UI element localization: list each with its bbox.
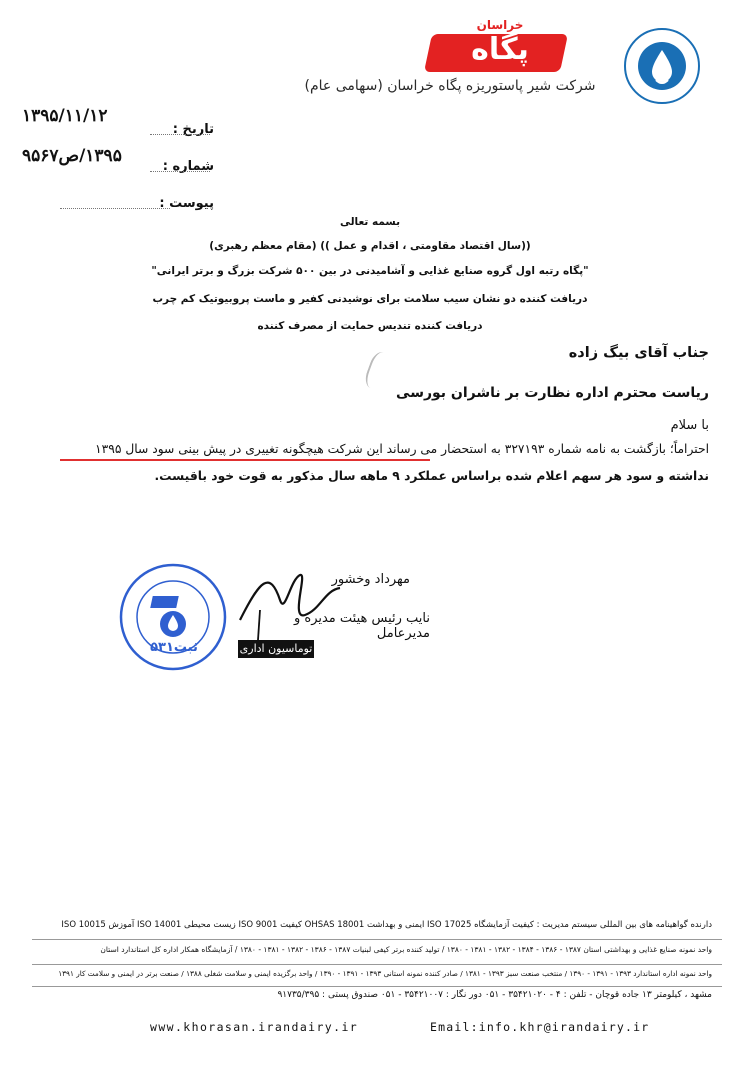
ranking-line: "پگاه رتبه اول گروه صنایع غذایی و آشامیدنی در بین ۵۰۰ شرکت بزرگ و برتر ایرانی" (151, 265, 589, 277)
emblem-icon (622, 26, 702, 106)
body-line-2: نداشته و سود هر سهم اعلام شده براساس عملکرد ۹ ماهه سال مذکور به قوت خود باقیست. (154, 469, 709, 483)
footer-rule (32, 964, 722, 965)
number-label: شماره : (162, 159, 214, 174)
stamp-number: ثبت۵۳۱ (150, 640, 198, 655)
number-value: ۱۳۹۵/ص۹۵۶۷ (22, 146, 122, 166)
footer-certifications: دارنده گواهینامه های بین المللی سیستم مدیریت : کیفیت آزمایشگاه ISO 17025 ایمنی و بهداشت OHSAS 18001 کیفیت ISO 9001 زیست محیطی ISO 14001 آموزش ISO 10015 (61, 920, 712, 930)
footer-rule (32, 986, 722, 987)
number-dotline (150, 171, 210, 172)
iran-dairy-emblem (622, 26, 702, 106)
attachment-label: پیوست : (159, 196, 214, 211)
slogan: ((سال اقتصاد مقاومتی ، اقدام و عمل )) (مقام معظم رهبری) (209, 240, 531, 252)
footer-rule (32, 939, 722, 940)
company-stamp (118, 562, 228, 672)
signer-title: نایب رئیس هیئت مدیره و مدیرعامل (293, 611, 430, 641)
stamp-icon (118, 562, 228, 672)
recipient-title: ریاست محترم اداره نظارت بر ناشران بورسی (396, 385, 709, 401)
basmala: بسمه تعالی (339, 216, 401, 228)
logo-subtitle: خراسان (476, 18, 524, 32)
date-dotline (150, 134, 210, 135)
footer-awards-1: واحد نمونه صنایع غذایی و بهداشتی استان ۱۳۸۷ - ۱۳۸۶ - ۱۳۸۴ - ۱۳۸۲ - ۱۳۸۱ - ۱۳۸۰ / تولید کننده برتر کیفی لبنیات ۱۳۸۷ - ۱۳۸۶ - ۱۳۸۲ - ۱۳۸۱ - ۱۳۸۰ / آزمایشگاه همکار اداره کل استاندارد استان (100, 945, 712, 954)
health-award-line: دریافت کننده دو نشان سیب سلامت برای نوشیدنی کفیر و ماست پروبیوتیک کم چرب (152, 293, 588, 305)
website-link[interactable]: www.khorasan.irandairy.ir (150, 1020, 359, 1034)
red-underline (60, 459, 430, 461)
greeting: با سلام (670, 418, 709, 433)
attachment-dotline (60, 208, 170, 209)
automation-label: توماسیون اداری (238, 640, 314, 658)
footer-address: مشهد ، کیلومتر ۱۳ جاده قوچان - تلفن : ۴ - ۳۵۴۲۱۰۲۰ - ۰۵۱ دور نگار : ۳۵۴۲۱۰۰۷ - ۰۵۱ صندوق پستی : ۹۱۷۳۵/۳۹۵ (277, 990, 712, 1000)
brand-logo (420, 18, 580, 78)
date-value: ۱۳۹۵/۱۱/۱۲ (22, 106, 108, 126)
footer-box (32, 912, 722, 1006)
company-name: شرکت شیر پاستوریزه پگاه خراسان (سهامی عام) (304, 78, 596, 94)
body-line-1: احتراماً؛ بازگشت به نامه شماره ۳۲۷۱۹۳ به استحضار می رساند این شرکت هیچگونه تغییری در پیش بینی سود سال ۱۳۹۵ (95, 442, 709, 456)
footer-awards-2: واحد نمونه اداره استاندارد ۱۳۹۳ - ۱۳۹۱ - ۱۳۹۰ / منتخب صنعت سبز ۱۳۹۳ - ۱۳۸۱ / صادر کننده نمونه استانی ۱۳۹۳ - ۱۳۹۱ - ۱۳۹۰ / واحد برگزیده ایمنی و سلامت شغلی ۱۳۸۸ / صنعت برتر در ایمنی و سلامت کار ۱۳۹۱ (58, 969, 712, 978)
consumer-award-line: دریافت کننده تندیس حمایت از مصرف کننده (257, 320, 483, 332)
scan-mark (362, 349, 396, 392)
recipient-name: جناب آقای بیگ زاده (568, 345, 709, 361)
signer-name: مهرداد وخشور (331, 572, 410, 587)
logo-text: پگاه (471, 32, 529, 67)
date-label: تاریخ : (172, 122, 214, 137)
email-link[interactable]: Email:info.khr@irandairy.ir (430, 1020, 650, 1034)
